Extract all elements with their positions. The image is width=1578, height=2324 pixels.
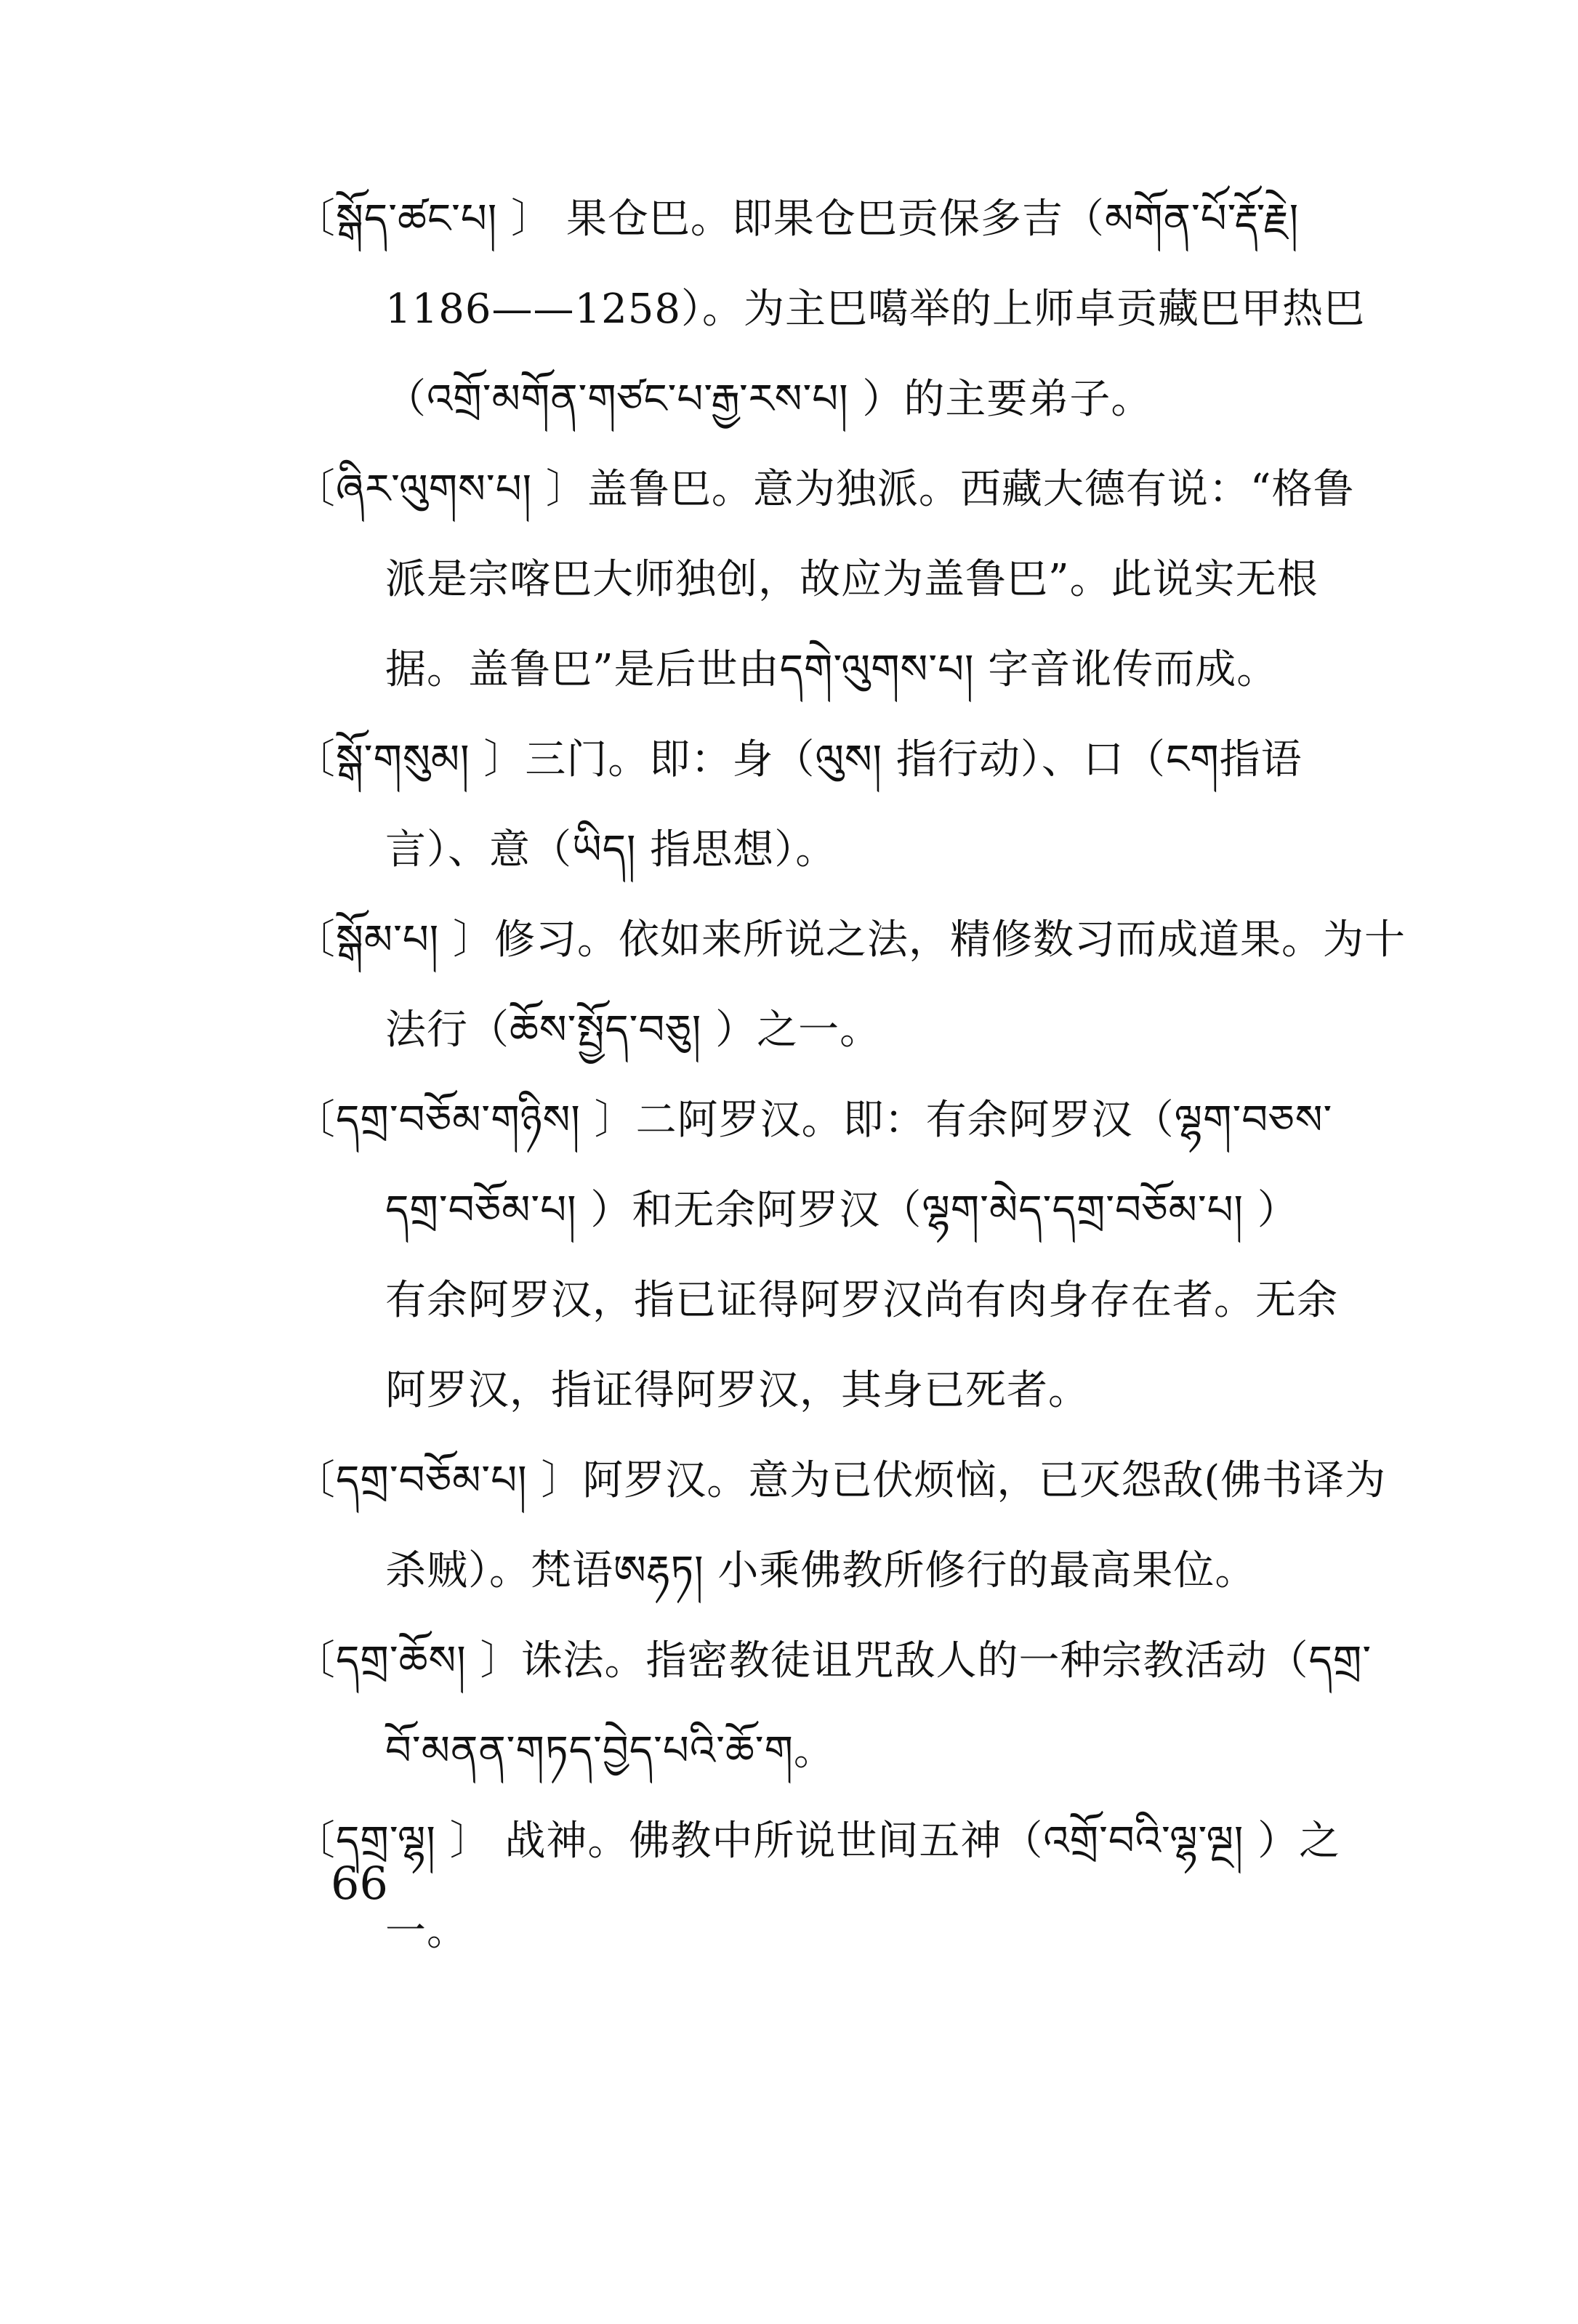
entry-zhan-shen: [294, 1796, 1399, 1977]
entry-line: 阿罗汉，指证得阿罗汉，其身已死者。: [385, 1367, 1090, 1414]
entry-gai-lu-ba: [294, 445, 1399, 715]
entry-line: 派是宗喀巴大师独创，故应为盖鲁巴”。此说实无根: [385, 556, 1319, 603]
page-number: 66: [331, 1857, 388, 1910]
entry-line: 1186——1258）。为主巴噶举的上师卓贡藏巴甲热巴: [385, 286, 1366, 333]
entry-zhu-fa: [294, 1616, 1399, 1796]
entry-line: 〔ཞིར་ལུགས་པ། 〕盖鲁巴。意为独派。西藏大德有说：“格鲁: [294, 466, 1355, 513]
entry-line: 据。盖鲁巴”是后世由དགེ་ལུགས་པ། 字音讹传而成。: [385, 646, 1279, 693]
entry-line: 〔དགྲ་བཅོམ་གཉིས། 〕二阿罗汉。即：有余阿罗汉（ལྷག་བཅས་: [294, 1097, 1333, 1144]
entry-line: 〔དགྲ་བཅོམ་པ། 〕阿罗汉。意为已伏烦恼，已灭怨敌(佛书译为: [294, 1457, 1387, 1504]
glossary-entries: [294, 174, 1406, 1977]
entry-line: དགྲ་བཅོམ་པ། ）和无余阿罗汉（ལྷག་མེད་དགྲ་བཅོམ་པ། ）: [385, 1187, 1299, 1234]
entry-line: 〔སྒོམ་པ། 〕修习。依如来所说之法，精修数习而成道果。为十: [294, 916, 1406, 964]
entry-line: བོ་མནན་གཏད་བྱེད་པའི་ཆོ་ག。: [385, 1727, 835, 1775]
entry-guo-cang-ba: [294, 174, 1399, 445]
entry-line: 杀贼）。梵语ཨརྷཏ། 小乘佛教所修行的最高果位。: [385, 1547, 1257, 1594]
entry-line: 〔སྒོད་ཚང་པ། 〕 果仓巴。即果仓巴贡保多吉（མགོན་པོ་རྡོ་རྗེ།: [294, 195, 1300, 243]
entry-a-luo-han: [294, 1436, 1399, 1616]
entry-line: 〔དགྲ་ལྷ། 〕 战神。佛教中所说世间五神（འགྲོ་བའི་ལྷ་ལྔ། ）之: [294, 1817, 1341, 1865]
entry-line: 〔སྒོ་གསུམ། 〕三门。即：身（ལུས། 指行动）、口（ངག指语: [294, 736, 1303, 783]
entry-line: 一。: [385, 1908, 468, 1955]
entry-san-men: [294, 715, 1399, 895]
entry-er-a-luo-han: [294, 1076, 1399, 1436]
entry-xiu-xi: [294, 895, 1406, 1076]
entry-line: 〔དགྲ་ཆོས། 〕诛法。指密教徒诅咒敌人的一种宗教活动（དགྲ་: [294, 1637, 1372, 1685]
entry-line: 有余阿罗汉，指已证得阿罗汉尚有肉身存在者。无余: [385, 1277, 1338, 1324]
entry-line: （འགྲོ་མགོན་གཙང་པ་རྒྱ་རས་པ། ）的主要弟子。: [385, 376, 1153, 423]
entry-line: 言）、意（ཡིད། 指思想）。: [385, 826, 837, 873]
entry-line: 法行（ཆོས་སྤྱོད་བཅུ། ）之一。: [385, 1006, 882, 1054]
